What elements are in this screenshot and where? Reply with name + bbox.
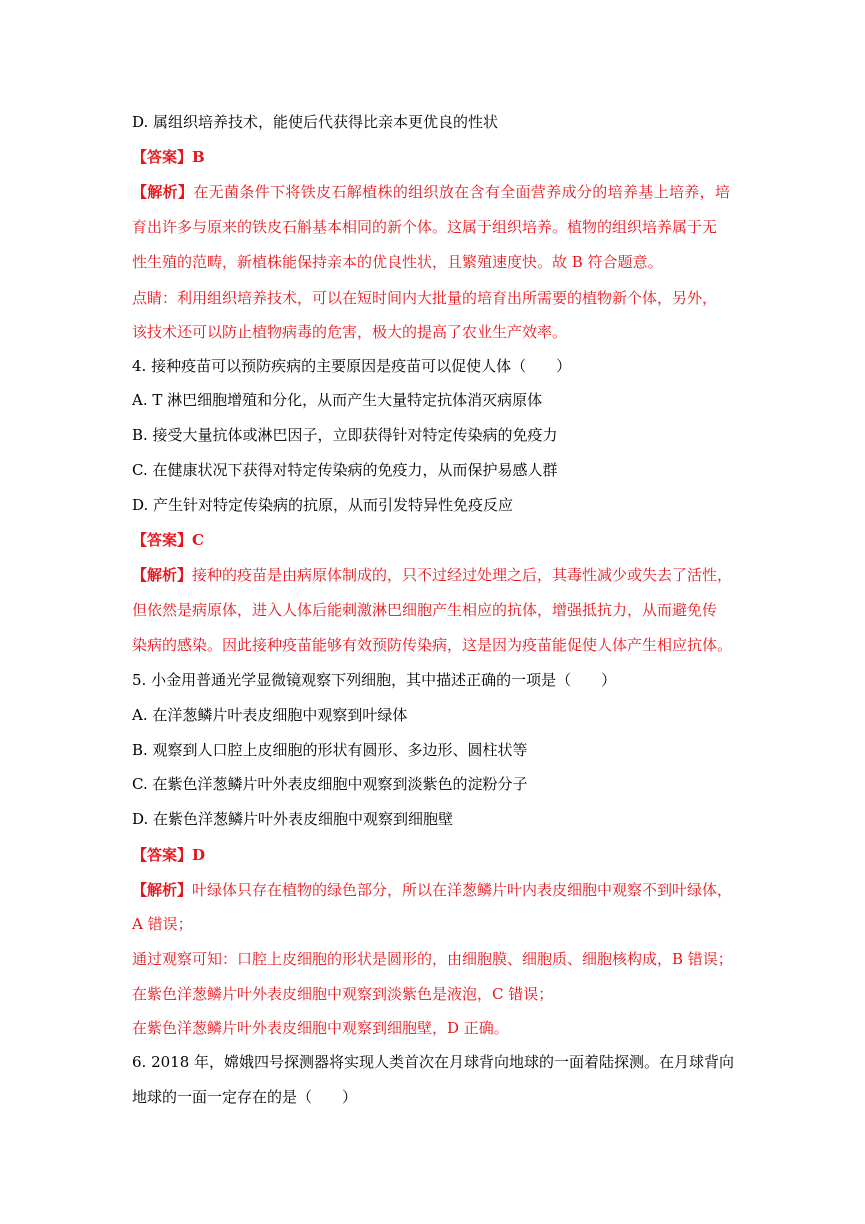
q5-option-c: C. 在紫色洋葱鳞片叶外表皮细胞中观察到淡紫色的淀粉分子 [132, 775, 528, 793]
q4-analysis-line-3: 染病的感染。因此接种疫苗能够有效预防传染病，这是因为疫苗能促使人体产生相应抗体。 [132, 636, 733, 654]
q5-answer [132, 845, 205, 865]
q5-option-d: D. 在紫色洋葱鳞片叶外表皮细胞中观察到细胞壁 [132, 810, 454, 828]
q5-analysis-line-3: 通过观察可知：口腔上皮细胞的形状是圆形的，由细胞膜、细胞质、细胞核构成，B 错误； [132, 950, 733, 968]
q3-analysis-line-1: 【解析】在无菌条件下将铁皮石解植株的组织放在含有全面营养成分的培养基上培养，培 [132, 183, 730, 201]
q3-analysis-line-3: 性生殖的范畴，新植株能保持亲本的优良性状，且繁殖速度快。故 B 符合题意。 [132, 253, 663, 271]
q3-answer [132, 147, 205, 167]
q5-option-b: B. 观察到人口腔上皮细胞的形状有圆形、多边形、圆柱状等 [132, 741, 528, 759]
analysis-tag: 【解析】 [132, 183, 194, 201]
analysis-tag: 【解析】 [132, 881, 193, 899]
answer-tag: 【答案】 [132, 148, 193, 166]
q3-option-d: D. 属组织培养技术，能使后代获得比亲本更优良的性状 [132, 113, 499, 131]
answer-tag: 【答案】 [132, 846, 193, 864]
answer-value: B [192, 148, 205, 166]
q6-stem-line-2: 地球的一面一定存在的是（ ） [132, 1088, 358, 1106]
answer-tag: 【答案】 [132, 531, 193, 549]
q4-option-a: A. T 淋巴细胞增殖和分化，从而产生大量特定抗体消灭病原体 [132, 391, 543, 409]
q4-option-d: D. 产生针对特定传染病的抗原，从而引发特异性免疫反应 [132, 496, 514, 514]
q4-stem: 4. 接种疫苗可以预防疾病的主要原因是疫苗可以促使人体（ ） [132, 357, 572, 375]
q4-answer [132, 530, 204, 550]
q5-analysis-line-1: 【解析】叶绿体只存在植物的绿色部分，所以在洋葱鳞片叶内表皮细胞中观察不到叶绿体， [132, 881, 733, 899]
analysis-tag: 【解析】 [132, 566, 193, 584]
q4-analysis-line-1: 【解析】接种的疫苗是由病原体制成的，只不过经过处理之后，其毒性减少或失去了活性， [132, 566, 733, 584]
q4-option-c: C. 在健康状况下获得对特定传染病的免疫力，从而保护易感人群 [132, 461, 558, 479]
answer-value: C [192, 531, 204, 549]
q6-stem-line-1: 6. 2018 年，嫦娥四号探测器将实现人类首次在月球背向地球的一面着陆探测。在月球背向 [132, 1053, 735, 1071]
q3-comment-line-1: 点睛：利用组织培养技术，可以在短时间内大批量的培育出所需要的植物新个体，另外， [132, 289, 718, 307]
q5-analysis-line-2: A 错误； [132, 915, 193, 933]
q4-analysis-line-2: 但依然是病原体，进入人体后能刺激淋巴细胞产生相应的抗体，增强抵抗力，从而避免传 [132, 601, 718, 619]
q5-analysis-line-5: 在紫色洋葱鳞片叶外表皮细胞中观察到细胞壁，D 正确。 [132, 1019, 509, 1037]
q4-option-b: B. 接受大量抗体或淋巴因子，立即获得针对特定传染病的免疫力 [132, 426, 558, 444]
q5-option-a: A. 在洋葱鳞片叶表皮细胞中观察到叶绿体 [132, 706, 408, 724]
q3-analysis-line-2: 育出许多与原来的铁皮石斛基本相同的新个体。这属于组织培养。植物的组织培养属于无 [132, 218, 718, 236]
q5-stem: 5. 小金用普通光学显微镜观察下列细胞，其中描述正确的一项是（ ） [132, 671, 617, 689]
answer-value: D [192, 846, 206, 864]
q5-analysis-line-4: 在紫色洋葱鳞片叶外表皮细胞中观察到淡紫色是液泡，C 错误； [132, 985, 554, 1003]
q3-comment-line-2: 该技术还可以防止植物病毒的危害，极大的提高了农业生产效率。 [132, 323, 568, 341]
